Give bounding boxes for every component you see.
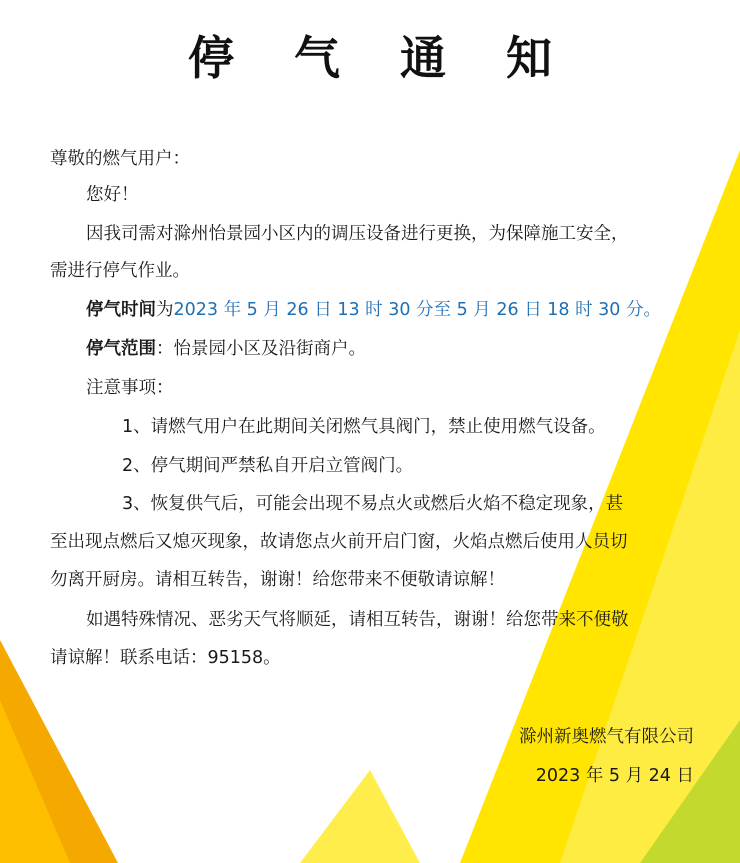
note-3-line-2: 至出现点燃后又熄灭现象，故请您点火前开启门窗，火焰点燃后使用人员切 (50, 532, 628, 552)
outage-time (86, 298, 661, 322)
outage-time-prefix: 为 (156, 300, 174, 320)
notes-heading: 注意事项： (86, 378, 174, 398)
special-line-2: 请谅解！联系电话：95158。 (50, 648, 281, 668)
outage-scope-label: 停气范围 (86, 339, 156, 359)
outage-time-value: 2023 年 5 月 26 日 13 时 30 分至 5 月 26 日 18 时 30 分。 (173, 300, 661, 320)
special-line-1: 如遇特殊情况、恶劣天气将顺延，请相互转告，谢谢！给您带来不便敬 (86, 610, 629, 630)
notice-date: 2023 年 5 月 24 日 (535, 766, 694, 786)
greeting: 尊敬的燃气用户： (50, 149, 190, 169)
notice-title: 停 气 通 知 (187, 31, 575, 85)
intro-line-2: 需进行停气作业。 (50, 261, 190, 281)
outage-scope (86, 337, 366, 361)
note-2: 2、停气期间严禁私自开启立管阀门。 (122, 456, 414, 476)
note-3-line-1: 3、恢复供气后，可能会出现不易点火或燃后火焰不稳定现象，甚 (122, 494, 624, 514)
note-1: 1、请燃气用户在此期间关闭燃气具阀门，禁止使用燃气设备。 (122, 417, 606, 437)
outage-time-label: 停气时间 (86, 300, 156, 320)
intro-line-1: 因我司需对滁州怡景园小区内的调压设备进行更换，为保障施工安全， (86, 224, 629, 244)
company-signature: 滁州新奥燃气有限公司 (519, 727, 694, 747)
hello: 您好！ (86, 185, 139, 205)
note-3-line-3: 勿离开厨房。请相互转告，谢谢！给您带来不便敬请谅解！ (50, 570, 505, 590)
outage-scope-value: ：怡景园小区及沿街商户。 (156, 339, 366, 359)
